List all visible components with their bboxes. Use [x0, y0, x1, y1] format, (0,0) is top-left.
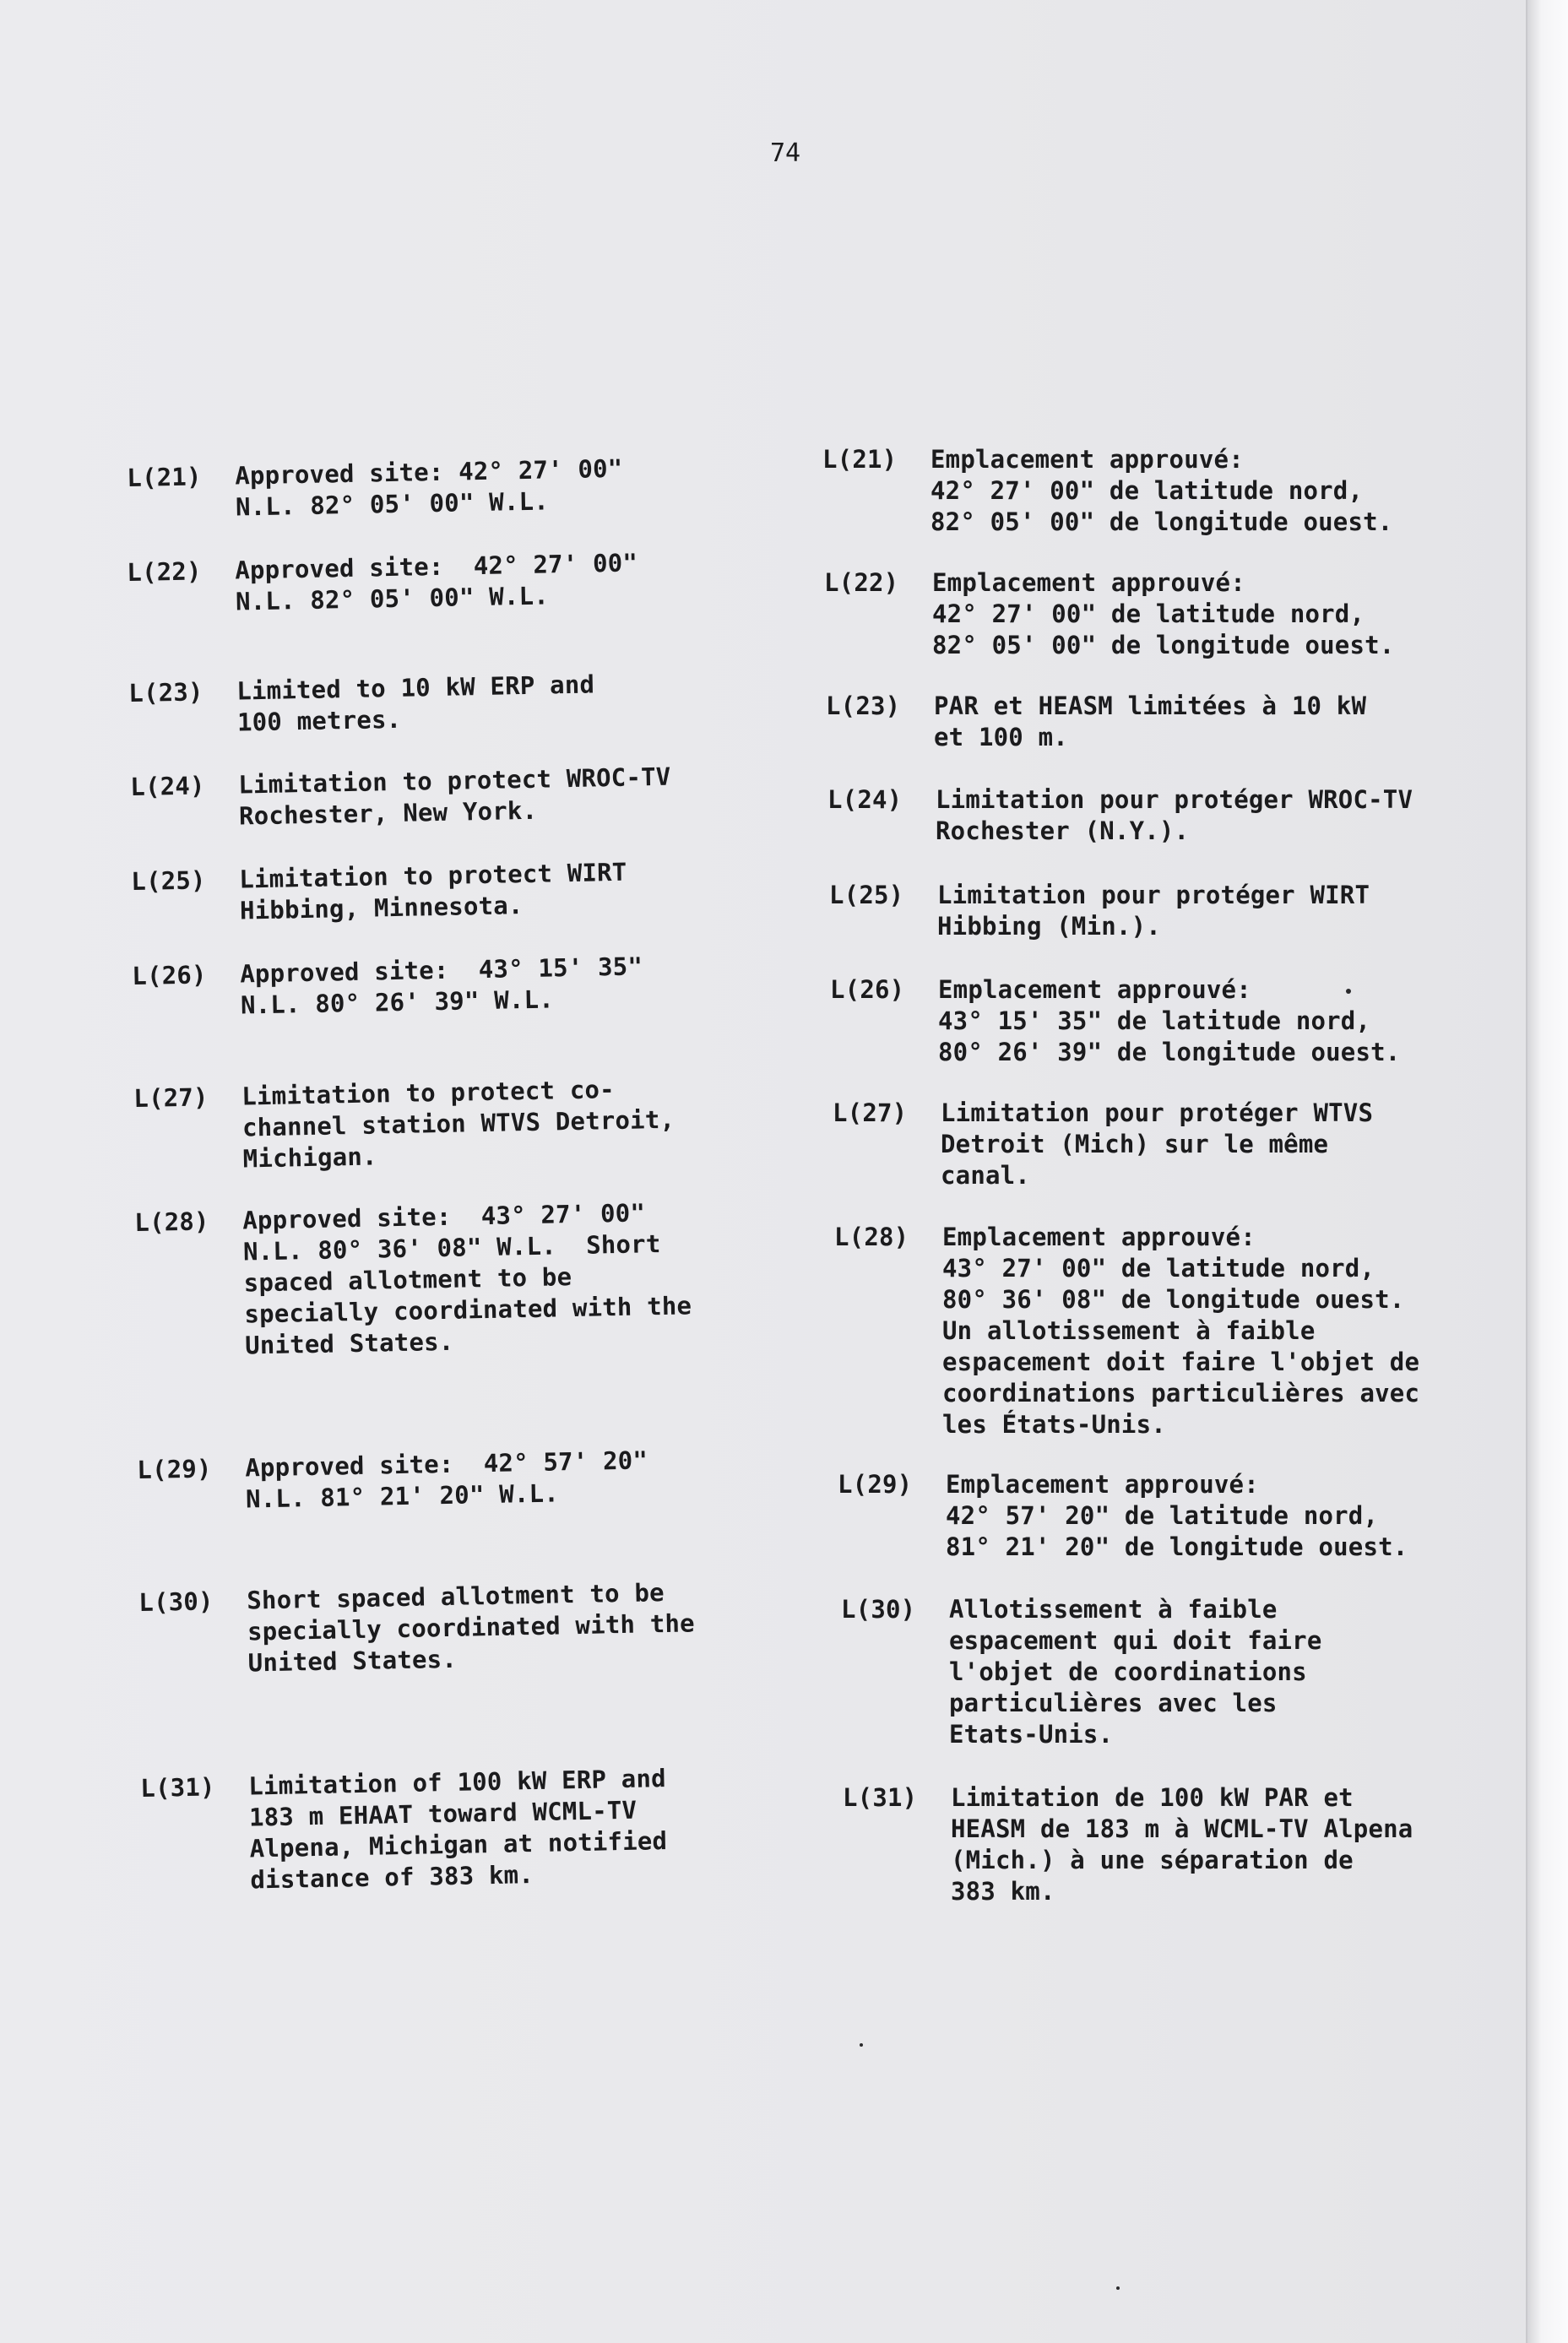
entry-text: Allotissement à faible espacement qui doit faire l'objet de coordinations particulières avec les Etats-Unis. [949, 1595, 1322, 1749]
entry-text: Emplacement approuvé: 43° 27' 00" de latitude nord, 80° 36' 08" de longitude ouest. Un allotissement à faible espacement doit faire l'objet de coordinations particulières avec les États-Unis. [942, 1223, 1420, 1439]
entry-code: L(23) [128, 677, 203, 708]
entry-text: Short spaced allotment to be specially coordinated with the United States. [246, 1578, 696, 1678]
entry-code: L(28) [134, 1207, 209, 1237]
entry-code: L(25) [829, 881, 904, 909]
entry-code: L(21) [127, 462, 202, 492]
entry-text: Limitation to protect WROC-TV Rochester, New York. [237, 762, 671, 831]
entry-code: L(30) [841, 1595, 916, 1624]
entry-code: L(26) [830, 975, 905, 1004]
entry-code: L(22) [824, 568, 899, 597]
entry-text: Emplacement approuvé: 42° 27' 00" de latitude nord, 82° 05' 00" de longitude ouest. [932, 568, 1395, 659]
entry-text: Emplacement approuvé: 42° 27' 00" de latitude nord, 82° 05' 00" de longitude ouest. [930, 445, 1393, 536]
entry-code: L(26) [132, 960, 207, 990]
entry-code: L(28) [834, 1223, 909, 1251]
entry-code: L(25) [131, 865, 206, 896]
entry-text: Limitation to protect WIRT Hibbing, Minnesota. [238, 857, 627, 925]
stray-mark [1346, 989, 1351, 994]
entry-text: Limitation to protect co- channel station WTVS Detroit, Michigan. [241, 1075, 675, 1174]
stray-mark [1116, 2286, 1120, 2290]
entry-text: Emplacement approuvé: 42° 57' 20" de latitude nord, 81° 21' 20" de longitude ouest. [946, 1470, 1408, 1561]
entry-code: L(29) [838, 1470, 913, 1499]
entry-text: Limitation pour protéger WTVS Detroit (Mich) sur le même canal. [941, 1098, 1374, 1190]
entry-text: Limitation de 100 kW PAR et HEASM de 183 m à WCML-TV Alpena (Mich.) à une séparation de 383 km. [951, 1783, 1413, 1906]
entry-code: L(27) [833, 1098, 908, 1127]
entry-code: L(27) [133, 1082, 209, 1113]
entry-code: L(29) [137, 1454, 212, 1484]
entry-code: L(22) [127, 556, 202, 587]
entry-code: L(30) [138, 1586, 214, 1617]
entry-text: Emplacement approuvé: 43° 15' 35" de latitude nord, 80° 26' 39" de longitude ouest. [938, 975, 1401, 1066]
entry-text: Limitation of 100 kW ERP and 183 m EHAAT toward WCML-TV Alpena, Michigan at notified distance of 383 km. [247, 1764, 668, 1895]
entry-code: L(24) [827, 785, 903, 814]
stray-mark [860, 2043, 863, 2047]
entry-text: Approved site: 42° 27' 00" N.L. 82° 05' 00" W.L. [234, 548, 638, 616]
entry-text: Approved site: 43° 15' 35" N.L. 80° 26' 39" W.L. [239, 952, 643, 1020]
entry-text: Limitation pour protéger WIRT Hibbing (Min.). [937, 881, 1370, 941]
page-number: 74 [769, 138, 801, 168]
entry-text: Approved site: 42° 27' 00" N.L. 82° 05' 00" W.L. [234, 453, 623, 522]
entry-code: L(21) [822, 445, 898, 474]
entry-text: Approved site: 43° 27' 00" N.L. 80° 36' 08" W.L. Short spaced allotment to be specially coordinated with the United States. [241, 1198, 692, 1360]
entry-code: L(31) [843, 1783, 918, 1812]
entry-text: Approved site: 42° 57' 20" N.L. 81° 21' 20" W.L. [244, 1445, 648, 1514]
entry-text: Limitation pour protéger WROC-TV Rochester (N.Y.). [936, 785, 1413, 845]
entry-text: PAR et HEASM limitées à 10 kW et 100 m. [934, 692, 1367, 751]
entry-code: L(23) [826, 692, 901, 720]
entry-code: L(24) [130, 771, 205, 801]
page-edge [1526, 0, 1568, 2343]
entry-code: L(31) [140, 1772, 215, 1803]
entry-text: Limited to 10 kW ERP and 100 metres. [236, 670, 595, 737]
